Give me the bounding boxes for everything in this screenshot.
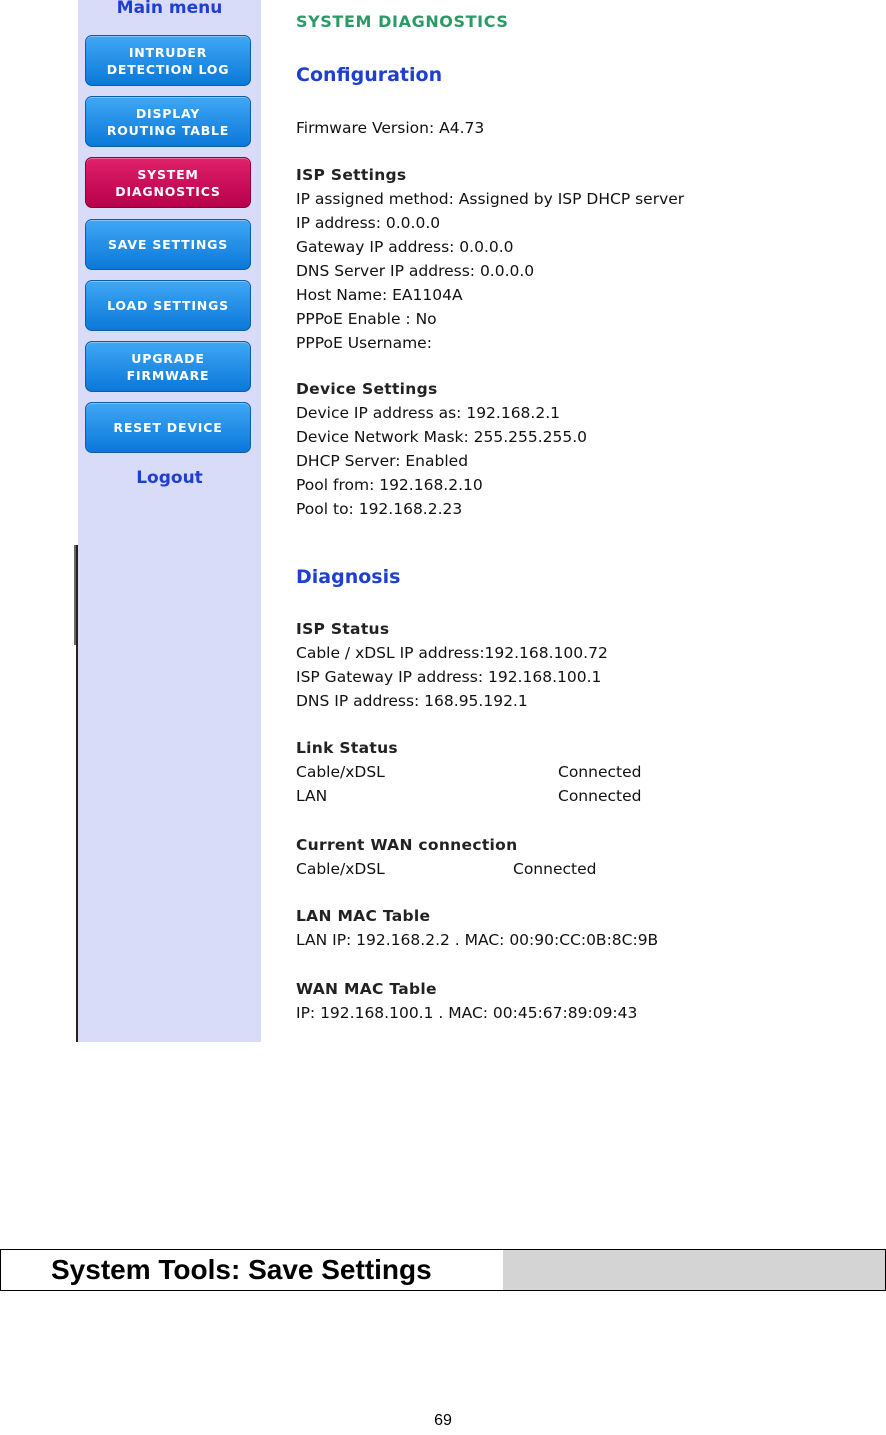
isp-settings-line: DNS Server IP address: 0.0.0.0 bbox=[296, 262, 535, 280]
isp-settings-line: Gateway IP address: 0.0.0.0 bbox=[296, 238, 514, 256]
device-settings-line: Pool from: 192.168.2.10 bbox=[296, 476, 483, 494]
button-label-line1: DISPLAY bbox=[135, 105, 201, 121]
page-title: SYSTEM DIAGNOSTICS bbox=[296, 12, 509, 31]
isp-settings-line: Host Name: EA1104A bbox=[296, 286, 463, 304]
wan-mac-line: IP: 192.168.100.1 . MAC: 00:45:67:89:09:43 bbox=[296, 1004, 638, 1022]
page-number: 69 bbox=[434, 1412, 452, 1429]
device-settings-line: Device IP address as: 192.168.2.1 bbox=[296, 404, 560, 422]
section-title-bar bbox=[0, 1249, 886, 1291]
wan-connection-value: Connected bbox=[513, 860, 597, 878]
button-label-line1: SYSTEM bbox=[137, 166, 199, 182]
system-diagnostics-button[interactable] bbox=[85, 157, 251, 208]
isp-settings-line: PPPoE Username: bbox=[296, 334, 432, 352]
isp-status-line: DNS IP address: 168.95.192.1 bbox=[296, 692, 528, 710]
button-label-line2: DETECTION LOG bbox=[106, 61, 230, 77]
device-settings-line: Pool to: 192.168.2.23 bbox=[296, 500, 463, 518]
wan-connection-heading: Current WAN connection bbox=[296, 836, 518, 854]
isp-settings-line: IP assigned method: Assigned by ISP DHCP server bbox=[296, 190, 685, 208]
link-status-heading: Link Status bbox=[296, 739, 398, 757]
diagnosis-heading: Diagnosis bbox=[296, 566, 401, 588]
intruder-detection-log-button[interactable] bbox=[85, 35, 251, 86]
device-settings-line: Device Network Mask: 255.255.255.0 bbox=[296, 428, 588, 446]
main-menu-sidebar bbox=[78, 0, 261, 1042]
isp-settings-line: PPPoE Enable : No bbox=[296, 310, 437, 328]
button-label-line2: FIRMWARE bbox=[126, 367, 210, 383]
device-settings-heading: Device Settings bbox=[296, 380, 438, 398]
display-routing-table-button[interactable] bbox=[85, 96, 251, 147]
button-label: LOAD SETTINGS bbox=[107, 298, 229, 313]
isp-status-line: Cable / xDSL IP address:192.168.100.72 bbox=[296, 644, 608, 662]
button-label-line1: UPGRADE bbox=[131, 350, 205, 366]
main-menu-title: Main menu bbox=[116, 0, 223, 18]
lan-mac-line: LAN IP: 192.168.2.2 . MAC: 00:90:CC:0B:8C:9B bbox=[296, 931, 659, 949]
link-status-name: LAN bbox=[296, 787, 328, 805]
link-status-value: Connected bbox=[558, 763, 642, 781]
button-label: RESET DEVICE bbox=[113, 420, 223, 435]
section-title: System Tools: Save Settings bbox=[51, 1254, 432, 1285]
link-status-value: Connected bbox=[558, 787, 642, 805]
isp-settings-heading: ISP Settings bbox=[296, 166, 407, 184]
button-label: SAVE SETTINGS bbox=[107, 237, 229, 252]
logout-link[interactable]: Logout bbox=[136, 468, 203, 488]
wan-connection-name: Cable/xDSL bbox=[296, 860, 385, 878]
configuration-heading: Configuration bbox=[296, 64, 443, 86]
isp-status-heading: ISP Status bbox=[296, 620, 390, 638]
button-label-line2: DIAGNOSTICS bbox=[115, 183, 221, 199]
button-label-line2: ROUTING TABLE bbox=[106, 122, 230, 138]
wan-mac-heading: WAN MAC Table bbox=[296, 980, 437, 998]
save-settings-button[interactable] bbox=[85, 219, 251, 270]
load-settings-button[interactable] bbox=[85, 280, 251, 331]
isp-status-line: ISP Gateway IP address: 192.168.100.1 bbox=[296, 668, 602, 686]
lan-mac-heading: LAN MAC Table bbox=[296, 907, 431, 925]
section-title-bar-fill bbox=[503, 1250, 885, 1290]
device-settings-line: DHCP Server: Enabled bbox=[296, 452, 469, 470]
firmware-version: Firmware Version: A4.73 bbox=[296, 119, 485, 137]
upgrade-firmware-button[interactable] bbox=[85, 341, 251, 392]
button-label-line1: INTRUDER bbox=[128, 44, 208, 60]
reset-device-button[interactable] bbox=[85, 402, 251, 453]
isp-settings-line: IP address: 0.0.0.0 bbox=[296, 214, 441, 232]
link-status-name: Cable/xDSL bbox=[296, 763, 385, 781]
